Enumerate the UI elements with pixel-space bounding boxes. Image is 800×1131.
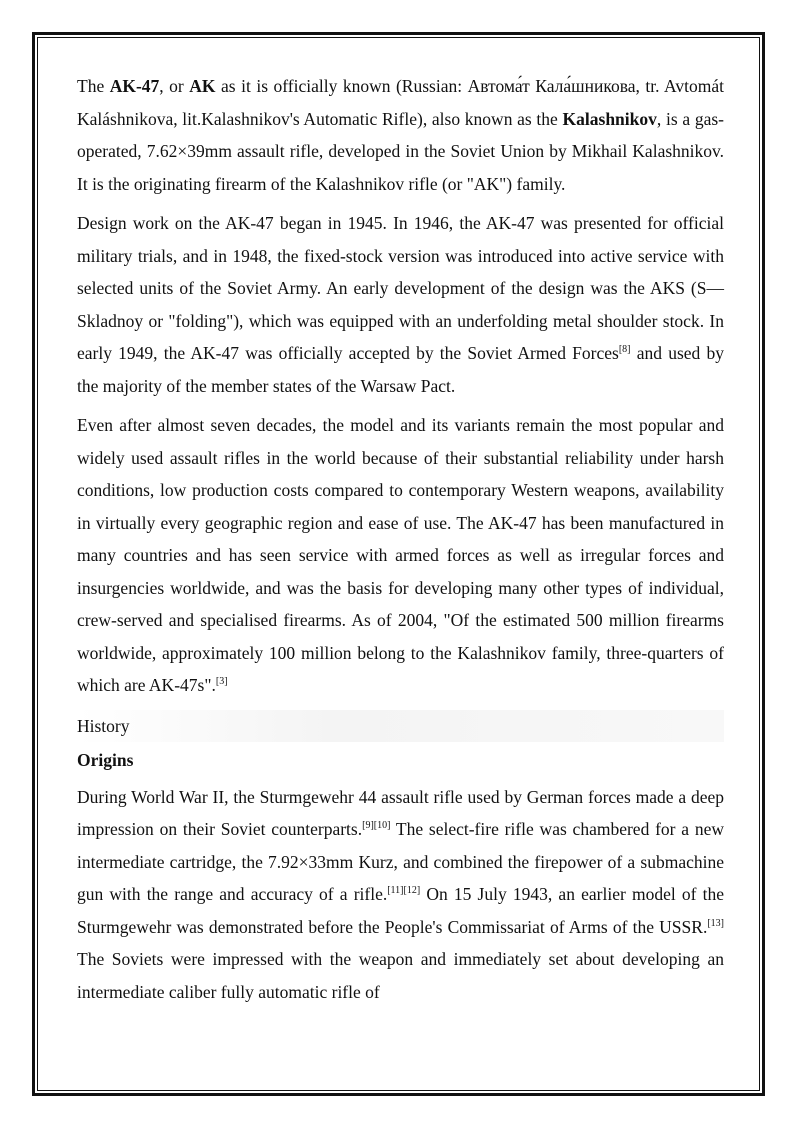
term-ak: AK [189, 76, 216, 96]
paragraph-popularity: Even after almost seven decades, the model and its variants remain the most popular and widely used assault rifles in the world because of their substantial reliability under harsh conditions, low production costs compared to contemporary Western weapons, availability in virtually every geographic region and ease of use. The AK-47 has been manufactured in many countries and has seen service with armed forces as well as irregular forces and insurgencies worldwide, and was the basis for developing many other types of individual, crew-served and specialised firearms. As of 2004, "Of the estimated 500 million firearms worldwide, approximately 100 million belong to the Kalashnikov family, three-quarters of which are AK-47s".[3] [77, 415, 724, 695]
paragraph-intro: The AK-47, or AK as it is officially known (Russian: Автома́т Кала́шникова, tr. Avtomát Kaláshnikova, lit.Kalashnikov's Automatic Rifle), also known as the Kalashnikov, is a gas-operated, 7.62×39mm assault rifle, developed in the Soviet Union by Mikhail Kalashnikov. It is the originating firearm of the Kalashnikov rifle (or "AK") family. [77, 76, 724, 194]
citation-ref[interactable]: [13] [707, 917, 724, 929]
document-body [77, 70, 724, 1015]
paragraph-origins: During World War II, the Sturmgewehr 44 assault rifle used by German forces made a deep impression on their Soviet counterparts.[9][10] The select-fire rifle was chambered for a new intermediate cartridge, the 7.92×33mm Kurz, and combined the firepower of a submachine gun with the range and accuracy of a rifle.[11][12] On 15 July 1943, an earlier model of the Sturmgewehr was demonstrated before the People's Commissariat of Arms of the USSR.[13] The Soviets were impressed with the weapon and immediately set about developing an intermediate caliber fully automatic rifle of [77, 786, 724, 1002]
citation-ref[interactable]: [9][10] [362, 820, 391, 832]
paragraph-design: Design work on the AK-47 began in 1945. In 1946, the AK-47 was presented for official military trials, and in 1948, the fixed-stock version was introduced into active service with selected units of the Soviet Army. An early development of the design was the AKS (S—Skladnoy or "folding"), which was equipped with an underfolding metal shoulder stock. In early 1949, the AK-47 was officially accepted by the Soviet Armed Forces[8] and used by the majority of the member states of the Warsaw Pact. [77, 213, 724, 396]
term-kalashnikov: Kalashnikov [562, 108, 657, 129]
subsection-heading-origins: Origins [77, 750, 134, 770]
term-ak47: AK-47 [109, 76, 160, 96]
citation-ref[interactable]: [8] [618, 344, 631, 356]
citation-ref[interactable]: [11][12] [387, 885, 421, 897]
citation-ref[interactable]: [3] [215, 676, 228, 688]
section-heading-history: History [77, 710, 724, 743]
